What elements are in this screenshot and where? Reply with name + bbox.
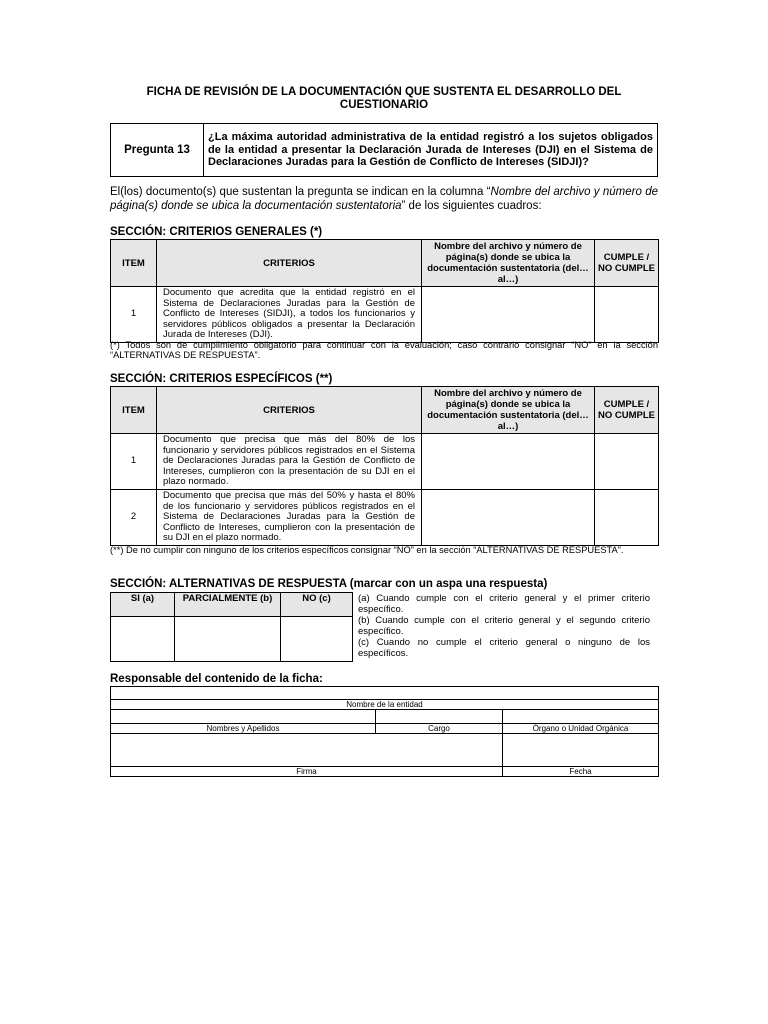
option-si-box[interactable] — [111, 617, 175, 662]
intro-paragraph — [110, 186, 658, 213]
intro-after: ” de los siguientes cuadros: — [401, 199, 542, 212]
general-footnote: (*) Todos son de cumplimiento obligatorio para continuar con la evaluación; caso contrario consignar “NO” en la sección “ALTERNATIVAS DE RESPUESTA”. — [110, 340, 658, 360]
cumple-cell[interactable] — [595, 287, 659, 343]
especificos-criteria-table — [110, 386, 659, 546]
header-criterios: CRITERIOS — [157, 240, 422, 287]
header-item: ITEM — [111, 240, 157, 287]
cargo-field[interactable] — [376, 710, 503, 724]
cumple-cell[interactable] — [595, 434, 659, 490]
question-label: Pregunta 13 — [111, 124, 204, 177]
question-table — [110, 123, 658, 177]
alternativas-section-title: SECCIÓN: ALTERNATIVAS DE RESPUESTA (marcar con un aspa una respuesta) — [110, 578, 548, 590]
responsable-title: Responsable del contenido de la ficha: — [110, 673, 323, 685]
cargo-label: Cargo — [376, 724, 503, 734]
cumple-cell[interactable] — [595, 490, 659, 546]
header-archivo: Nombre del archivo y número de página(s) donde se ubica la documentación sustentatoria (del… al…) — [422, 387, 595, 434]
option-parcialmente-header: PARCIALMENTE (b) — [175, 593, 281, 617]
date-label: Fecha — [503, 767, 659, 777]
header-criterios: CRITERIOS — [157, 387, 422, 434]
table-row — [111, 490, 659, 546]
intro-before: El(los) documento(s) que sustentan la pregunta se indican en la columna “ — [110, 186, 491, 198]
signature-label: Firma — [111, 767, 503, 777]
especificos-footnote: (**) De no cumplir con ninguno de los criterios específicos consignar “NO” en la sección “ALTERNATIVAS DE RESPUESTA”. — [110, 545, 624, 555]
criterion-text: Documento que acredita que la entidad registró en el Sistema de Declaraciones Juradas para la Gestión de Conflicto de Intereses (SIDJI), a todos los funcionarios y servidores públicos obligados a presentar la Declaración Jurada de Intereses (DJI). — [157, 287, 422, 343]
criterion-text: Documento que precisa que más del 50% y hasta el 80% de los funcionario y servidores públicos registrados en el Sistema de Declaraciones Juradas para la Gestión de Conflicto de Intereses, cumplieron con la presentación de su DJI en el plazo normado. — [157, 490, 422, 546]
entity-name-field[interactable] — [111, 687, 659, 700]
general-section-title: SECCIÓN: CRITERIOS GENERALES (*) — [110, 226, 323, 238]
option-no-header: NO (c) — [281, 593, 353, 617]
option-si-header: SI (a) — [111, 593, 175, 617]
intro-italic: Nombre del archivo y número de página(s) donde se ubica la documentación sustentatoria — [110, 186, 658, 212]
name-field[interactable] — [111, 710, 376, 724]
name-label: Nombres y Apellidos — [111, 724, 376, 734]
archivo-cell[interactable] — [422, 434, 595, 490]
description-a: (a) Cuando cumple con el criterio general y el primer criterio específico. — [358, 593, 650, 615]
alternativas-descriptions — [358, 593, 650, 659]
item-number: 1 — [111, 434, 157, 490]
page-title: FICHA DE REVISIÓN DE LA DOCUMENTACIÓN QUE SUSTENTA EL DESARROLLO DEL CUESTIONARIO — [146, 86, 622, 111]
option-parcialmente-box[interactable] — [175, 617, 281, 662]
organo-field[interactable] — [503, 710, 659, 724]
entity-name-label: Nombre de la entidad — [111, 700, 659, 710]
archivo-cell[interactable] — [422, 490, 595, 546]
header-cumple: CUMPLE / NO CUMPLE — [595, 387, 659, 434]
especificos-section-title: SECCIÓN: CRITERIOS ESPECÍFICOS (**) — [110, 373, 333, 385]
description-c: (c) Cuando no cumple el criterio general o ninguno de los específicos. — [358, 637, 650, 659]
option-no-box[interactable] — [281, 617, 353, 662]
table-row — [111, 434, 659, 490]
header-archivo: Nombre del archivo y número de página(s) donde se ubica la documentación sustentatoria (del… al…) — [422, 240, 595, 287]
responsable-table — [110, 686, 659, 777]
header-cumple: CUMPLE / NO CUMPLE — [595, 240, 659, 287]
organo-label: Órgano o Unidad Orgánica — [503, 724, 659, 734]
description-b: (b) Cuando cumple con el criterio general y el segundo criterio específico. — [358, 615, 650, 637]
header-item: ITEM — [111, 387, 157, 434]
table-row — [111, 287, 659, 343]
archivo-cell[interactable] — [422, 287, 595, 343]
general-criteria-table — [110, 239, 659, 343]
signature-field[interactable] — [111, 734, 503, 767]
alternativas-table — [110, 592, 353, 662]
question-text: ¿La máxima autoridad administrativa de la entidad registró a los sujetos obligados de la entidad a presentar la Declaración Jurada de Intereses (DJI) en el Sistema de Declaraciones Juradas para la Gestión de Conflicto de Intereses (SIDJI)? — [204, 124, 658, 177]
item-number: 2 — [111, 490, 157, 546]
item-number: 1 — [111, 287, 157, 343]
date-field[interactable] — [503, 734, 659, 767]
criterion-text: Documento que precisa que más del 80% de los funcionario y servidores públicos registrados en el Sistema de Declaraciones Juradas para la Gestión de Conflicto de Intereses, cumplieron con la presentación de su DJI en el plazo normado. — [157, 434, 422, 490]
